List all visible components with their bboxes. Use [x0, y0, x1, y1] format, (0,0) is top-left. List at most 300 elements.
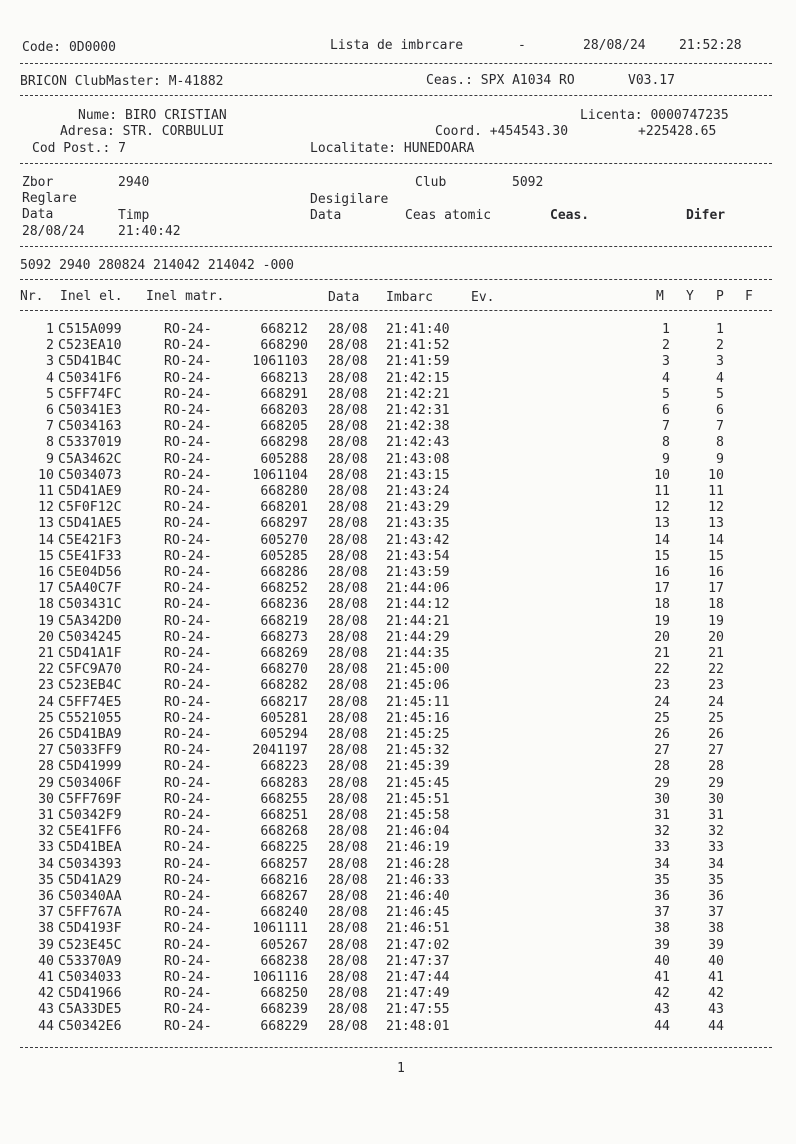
electronic-ring: C5D41BA9 [58, 727, 122, 742]
position-m: 28 [654, 759, 670, 775]
row-number: 6 [46, 403, 54, 418]
table-row [0, 776, 796, 792]
table-row [0, 824, 796, 840]
electronic-ring: C5D41AE5 [58, 516, 122, 532]
table-row [0, 597, 796, 613]
boarding-time: 21:42:38 [386, 419, 450, 435]
position-p: 37 [708, 905, 724, 921]
boarding-time: 21:43:35 [386, 516, 450, 532]
table-row [0, 435, 796, 451]
separator [20, 1047, 772, 1048]
ring-number: 668282 [260, 678, 308, 694]
date-label: Data [310, 208, 342, 223]
ring-prefix: RO-24- [164, 856, 212, 872]
position-m: 29 [654, 775, 670, 791]
boarding-date: 28/08 [328, 597, 368, 613]
position-m: 34 [654, 856, 670, 872]
row-number: 18 [38, 597, 54, 613]
ring-number: 1061103 [252, 354, 308, 370]
boarding-time: 21:45:58 [386, 808, 450, 823]
boarding-date: 28/08 [328, 370, 368, 386]
row-number: 24 [38, 694, 54, 710]
table-row [0, 452, 796, 468]
table-row [0, 970, 796, 986]
separator [20, 163, 772, 164]
position-m: 1 [662, 322, 670, 337]
position-m: 26 [654, 727, 670, 742]
column-ring-number: Inel matr. [146, 289, 225, 304]
electronic-ring: C5F0F12C [58, 500, 122, 516]
separator [20, 246, 772, 247]
position-m: 36 [654, 889, 670, 904]
ring-number: 668223 [260, 759, 308, 775]
table-row [0, 792, 796, 808]
ring-number: 605267 [260, 937, 308, 953]
boarding-date: 28/08 [328, 1002, 368, 1018]
column-nr: Nr. [20, 289, 44, 304]
electronic-ring: C5FC9A70 [58, 662, 122, 678]
ring-number: 668269 [260, 646, 308, 661]
row-number: 42 [38, 986, 54, 1002]
ring-number: 1061104 [252, 467, 308, 483]
boarding-time: 21:41:59 [386, 354, 450, 370]
position-m: 7 [662, 419, 670, 435]
table-row [0, 986, 796, 1002]
position-p: 3 [716, 354, 724, 370]
table-row [0, 354, 796, 370]
owner-address: Adresa: STR. CORBULUI [60, 124, 225, 139]
table-row [0, 403, 796, 419]
ring-number: 2041197 [252, 743, 308, 759]
boarding-date: 28/08 [328, 710, 368, 726]
electronic-ring: C503406F [58, 775, 122, 791]
table-row [0, 727, 796, 743]
flight-label: Zbor [22, 175, 54, 190]
column-m: M [656, 289, 664, 304]
row-number: 41 [38, 970, 54, 985]
boarding-date: 28/08 [328, 840, 368, 856]
electronic-ring: C50342E6 [58, 1018, 122, 1034]
electronic-ring: C5FF767A [58, 905, 122, 921]
position-p: 43 [708, 1002, 724, 1018]
column-event: Ev. [471, 290, 495, 305]
ring-number: 668216 [260, 872, 308, 888]
ring-prefix: RO-24- [164, 791, 212, 807]
boarding-date: 28/08 [328, 986, 368, 1002]
boarding-time: 21:48:01 [386, 1018, 450, 1034]
ring-prefix: RO-24- [164, 354, 212, 370]
boarding-time: 21:41:52 [386, 338, 450, 354]
boarding-date: 28/08 [328, 500, 368, 516]
ring-prefix: RO-24- [164, 419, 212, 435]
electronic-ring: C5034163 [58, 419, 122, 435]
row-number: 7 [46, 419, 54, 435]
position-p: 16 [708, 565, 724, 580]
ring-prefix: RO-24- [164, 986, 212, 1002]
unsealing-label: Desigilare [310, 192, 389, 207]
setting-time: 21:40:42 [118, 224, 181, 239]
ring-number: 668252 [260, 581, 308, 597]
ring-prefix: RO-24- [164, 548, 212, 564]
position-m: 25 [654, 710, 670, 726]
ring-number: 668217 [260, 694, 308, 710]
boarding-time: 21:44:35 [386, 646, 450, 661]
ring-number: 668297 [260, 516, 308, 532]
position-p: 32 [708, 824, 724, 840]
boarding-date: 28/08 [328, 921, 368, 937]
table-row [0, 516, 796, 532]
row-number: 27 [38, 743, 54, 759]
ring-prefix: RO-24- [164, 905, 212, 921]
table-row [0, 711, 796, 727]
boarding-time: 21:42:21 [386, 386, 450, 402]
ring-number: 605288 [260, 451, 308, 467]
code-label: Code: 0D0000 [22, 40, 116, 55]
boarding-date: 28/08 [328, 565, 368, 580]
position-m: 39 [654, 937, 670, 953]
table-row [0, 695, 796, 711]
boarding-date: 28/08 [328, 467, 368, 483]
ring-number: 668219 [260, 613, 308, 629]
position-p: 9 [716, 451, 724, 467]
position-p: 23 [708, 678, 724, 694]
ring-prefix: RO-24- [164, 597, 212, 613]
ring-prefix: RO-24- [164, 646, 212, 661]
row-number: 2 [46, 338, 54, 354]
ring-prefix: RO-24- [164, 338, 212, 354]
row-number: 1 [46, 322, 54, 337]
separator [20, 95, 772, 96]
boarding-time: 21:46:51 [386, 921, 450, 937]
position-m: 18 [654, 597, 670, 613]
firmware-version: V03.17 [628, 73, 675, 88]
electronic-ring: C5033FF9 [58, 743, 122, 759]
position-p: 30 [708, 791, 724, 807]
column-electronic-ring: Inel el. [60, 289, 123, 304]
clock-id: Ceas.: SPX A1034 RO [426, 73, 575, 88]
position-p: 2 [716, 338, 724, 354]
date-label: Data [22, 207, 54, 222]
ring-prefix: RO-24- [164, 613, 212, 629]
title-dot: - [518, 38, 526, 53]
position-p: 8 [716, 435, 724, 451]
boarding-time: 21:47:02 [386, 937, 450, 953]
boarding-time: 21:44:06 [386, 581, 450, 597]
table-row [0, 581, 796, 597]
table-row [0, 468, 796, 484]
position-p: 15 [708, 548, 724, 564]
boarding-date: 28/08 [328, 662, 368, 678]
row-number: 17 [38, 581, 54, 597]
ring-prefix: RO-24- [164, 937, 212, 953]
position-m: 3 [662, 354, 670, 370]
electronic-ring: C5D41A29 [58, 872, 122, 888]
row-number: 3 [46, 354, 54, 370]
boarding-time: 21:43:29 [386, 500, 450, 516]
ring-prefix: RO-24- [164, 759, 212, 775]
table-row [0, 808, 796, 824]
electronic-ring: C5D41BEA [58, 840, 122, 856]
position-p: 34 [708, 856, 724, 872]
boarding-date: 28/08 [328, 1018, 368, 1034]
position-p: 31 [708, 808, 724, 823]
page-number: 1 [397, 1061, 405, 1076]
ring-number: 668203 [260, 403, 308, 418]
table-row [0, 1002, 796, 1018]
boarding-time: 21:47:44 [386, 970, 450, 985]
position-m: 5 [662, 386, 670, 402]
position-p: 41 [708, 970, 724, 985]
boarding-date: 28/08 [328, 403, 368, 418]
electronic-ring: C523EB4C [58, 678, 122, 694]
boarding-time: 21:42:31 [386, 403, 450, 418]
position-p: 10 [708, 467, 724, 483]
locality: Localitate: HUNEDOARA [310, 141, 475, 156]
position-p: 25 [708, 710, 724, 726]
electronic-ring: C5D41999 [58, 759, 122, 775]
boarding-time: 21:44:21 [386, 613, 450, 629]
boarding-date: 28/08 [328, 516, 368, 532]
electronic-ring: C5A3462C [58, 451, 122, 467]
electronic-ring: C5D41966 [58, 986, 122, 1002]
position-p: 21 [708, 646, 724, 661]
position-m: 19 [654, 613, 670, 629]
electronic-ring: C5D4193F [58, 921, 122, 937]
electronic-ring: C5521055 [58, 710, 122, 726]
table-row [0, 857, 796, 873]
ring-number: 668213 [260, 370, 308, 386]
ring-prefix: RO-24- [164, 516, 212, 532]
setting-label: Reglare [22, 191, 77, 206]
boarding-time: 21:46:33 [386, 872, 450, 888]
ring-number: 668268 [260, 824, 308, 840]
club-number: 5092 [512, 175, 544, 190]
table-row [0, 533, 796, 549]
position-m: 2 [662, 338, 670, 354]
row-number: 37 [38, 905, 54, 921]
electronic-ring: C5D41A1F [58, 646, 122, 661]
ring-prefix: RO-24- [164, 662, 212, 678]
electronic-ring: C5D41B4C [58, 354, 122, 370]
position-m: 16 [654, 565, 670, 580]
row-number: 8 [46, 435, 54, 451]
ring-number: 668250 [260, 986, 308, 1002]
position-m: 6 [662, 403, 670, 418]
position-m: 4 [662, 370, 670, 386]
ring-number: 668270 [260, 662, 308, 678]
ring-prefix: RO-24- [164, 451, 212, 467]
ring-prefix: RO-24- [164, 694, 212, 710]
electronic-ring: C5D41AE9 [58, 484, 122, 499]
boarding-time: 21:45:06 [386, 678, 450, 694]
boarding-time: 21:43:54 [386, 548, 450, 564]
ring-prefix: RO-24- [164, 921, 212, 937]
boarding-date: 28/08 [328, 775, 368, 791]
position-m: 8 [662, 435, 670, 451]
boarding-date: 28/08 [328, 386, 368, 402]
ring-prefix: RO-24- [164, 629, 212, 645]
position-p: 6 [716, 403, 724, 418]
position-m: 12 [654, 500, 670, 516]
difference-label: Difer [686, 208, 726, 223]
ring-number: 668240 [260, 905, 308, 921]
position-p: 33 [708, 840, 724, 856]
boarding-date: 28/08 [328, 727, 368, 742]
ring-prefix: RO-24- [164, 484, 212, 499]
ring-prefix: RO-24- [164, 970, 212, 985]
position-p: 18 [708, 597, 724, 613]
coordinates: Coord. +454543.30 [435, 124, 569, 139]
row-number: 44 [38, 1018, 54, 1034]
row-number: 14 [38, 532, 54, 548]
boarding-time: 21:44:12 [386, 597, 450, 613]
position-p: 4 [716, 370, 724, 386]
position-p: 22 [708, 662, 724, 678]
separator [20, 279, 772, 280]
position-m: 15 [654, 548, 670, 564]
electronic-ring: C5E41F33 [58, 548, 122, 564]
setting-date: 28/08/24 [22, 224, 85, 239]
position-p: 39 [708, 937, 724, 953]
row-number: 32 [38, 824, 54, 840]
position-p: 17 [708, 581, 724, 597]
position-p: 29 [708, 775, 724, 791]
boarding-date: 28/08 [328, 856, 368, 872]
row-number: 40 [38, 953, 54, 969]
position-p: 27 [708, 743, 724, 759]
row-number: 38 [38, 921, 54, 937]
position-p: 5 [716, 386, 724, 402]
row-number: 30 [38, 791, 54, 807]
table-row [0, 565, 796, 581]
boarding-time: 21:43:15 [386, 467, 450, 483]
ring-number: 1061116 [252, 970, 308, 985]
license-number: Licenta: 0000747235 [580, 108, 729, 123]
row-number: 23 [38, 678, 54, 694]
print-date: 28/08/24 [583, 38, 646, 53]
ring-number: 668290 [260, 338, 308, 354]
ring-number: 668298 [260, 435, 308, 451]
ring-prefix: RO-24- [164, 565, 212, 580]
ring-number: 668255 [260, 791, 308, 807]
ring-number: 668251 [260, 808, 308, 823]
ring-prefix: RO-24- [164, 808, 212, 823]
row-number: 25 [38, 710, 54, 726]
position-m: 22 [654, 662, 670, 678]
electronic-ring: C50340AA [58, 889, 122, 904]
position-p: 44 [708, 1018, 724, 1034]
boarding-date: 28/08 [328, 581, 368, 597]
row-number: 9 [46, 451, 54, 467]
ring-number: 668273 [260, 629, 308, 645]
table-row [0, 954, 796, 970]
row-number: 5 [46, 386, 54, 402]
boarding-date: 28/08 [328, 743, 368, 759]
clock-label: Ceas. [550, 208, 590, 223]
ring-number: 668229 [260, 1018, 308, 1034]
table-row [0, 484, 796, 500]
boarding-time: 21:43:24 [386, 484, 450, 499]
position-p: 28 [708, 759, 724, 775]
electronic-ring: C5FF74E5 [58, 694, 122, 710]
ring-prefix: RO-24- [164, 824, 212, 840]
boarding-date: 28/08 [328, 435, 368, 451]
boarding-date: 28/08 [328, 451, 368, 467]
table-row [0, 921, 796, 937]
position-p: 19 [708, 613, 724, 629]
club-master: BRICON ClubMaster: M-41882 [20, 74, 224, 89]
ring-prefix: RO-24- [164, 678, 212, 694]
table-row [0, 614, 796, 630]
boarding-time: 21:45:16 [386, 710, 450, 726]
boarding-date: 28/08 [328, 759, 368, 775]
row-number: 28 [38, 759, 54, 775]
ring-number: 668280 [260, 484, 308, 499]
boarding-date: 28/08 [328, 532, 368, 548]
ring-prefix: RO-24- [164, 1002, 212, 1018]
flight-number: 2940 [118, 175, 150, 190]
table-row [0, 759, 796, 775]
boarding-time: 21:45:11 [386, 694, 450, 710]
position-m: 33 [654, 840, 670, 856]
table-row [0, 678, 796, 694]
table-row [0, 646, 796, 662]
position-p: 12 [708, 500, 724, 516]
ring-number: 605270 [260, 532, 308, 548]
ring-number: 668238 [260, 953, 308, 969]
position-m: 27 [654, 743, 670, 759]
position-m: 42 [654, 986, 670, 1002]
electronic-ring: C5A40C7F [58, 581, 122, 597]
electronic-ring: C5337019 [58, 435, 122, 451]
row-number: 31 [38, 808, 54, 823]
electronic-ring: C515A099 [58, 322, 122, 337]
table-row [0, 662, 796, 678]
table-row [0, 1019, 796, 1035]
column-y: Y [686, 289, 694, 304]
electronic-ring: C5034393 [58, 856, 122, 872]
row-number: 4 [46, 370, 54, 386]
boarding-time: 21:45:51 [386, 791, 450, 807]
electronic-ring: C50342F9 [58, 808, 122, 823]
position-m: 10 [654, 467, 670, 483]
boarding-date: 28/08 [328, 824, 368, 840]
ring-prefix: RO-24- [164, 322, 212, 337]
ring-prefix: RO-24- [164, 889, 212, 904]
position-p: 20 [708, 629, 724, 645]
boarding-date: 28/08 [328, 872, 368, 888]
table-row [0, 938, 796, 954]
electronic-ring: C5A33DE5 [58, 1002, 122, 1018]
code-line: 5092 2940 280824 214042 214042 -000 [20, 258, 294, 273]
ring-prefix: RO-24- [164, 532, 212, 548]
ring-prefix: RO-24- [164, 435, 212, 451]
club-label: Club [415, 175, 447, 190]
ring-prefix: RO-24- [164, 872, 212, 888]
electronic-ring: C5FF769F [58, 791, 122, 807]
print-time: 21:52:28 [679, 38, 742, 53]
position-m: 40 [654, 953, 670, 969]
boarding-date: 28/08 [328, 808, 368, 823]
ring-prefix: RO-24- [164, 710, 212, 726]
ring-number: 1061111 [252, 921, 308, 937]
table-row [0, 549, 796, 565]
ring-prefix: RO-24- [164, 1018, 212, 1034]
position-m: 43 [654, 1002, 670, 1018]
column-date: Data [328, 290, 360, 305]
boarding-date: 28/08 [328, 937, 368, 953]
ring-number: 668236 [260, 597, 308, 613]
